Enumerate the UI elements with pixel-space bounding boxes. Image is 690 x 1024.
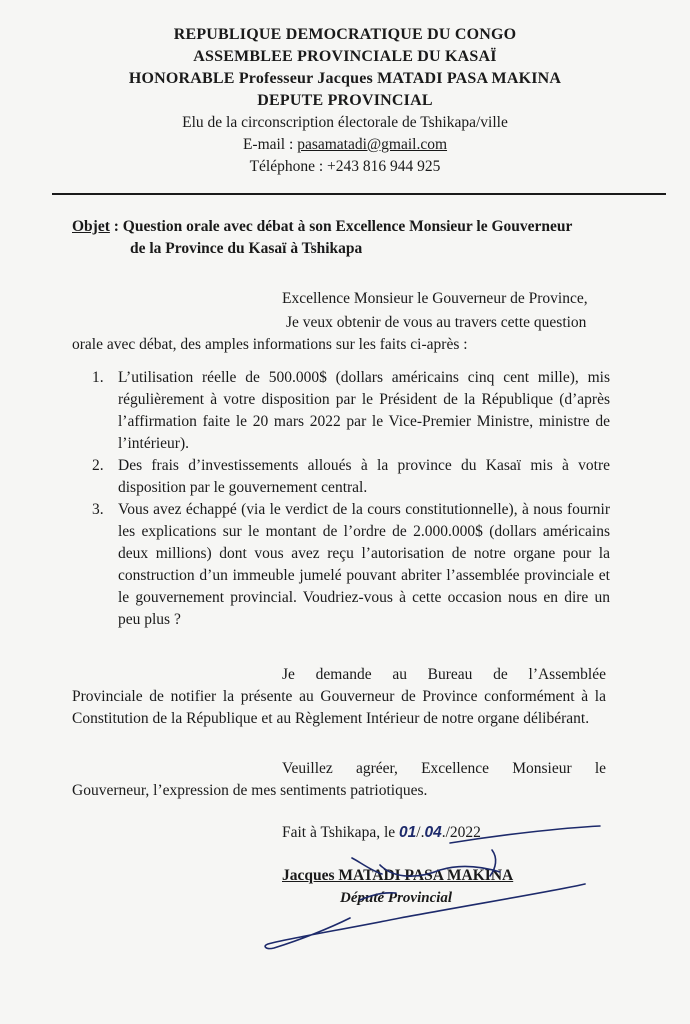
subject-line1: : Question orale avec débat à son Excellence Monsieur le Gouverneur [109,218,573,235]
country-line: REPUBLIQUE DEMOCRATIQUE DU CONGO [173,26,517,43]
closing-line2: Gouverneur, l’expression de mes sentiments patriotiques. [72,782,428,799]
item-text: Des frais d’investissements alloués à la province du Kasaï mis à votre disposition par le gouvernement central. [118,457,610,496]
deputy-line: DEPUTE PROVINCIAL [257,92,433,109]
item-number: 2. [92,457,104,474]
item-text: Vous avez échappé (via le verdict de la cours constitutionnelle), à nous fournir les explications sur le montant de l’ordre de 2.000.000$ (dollars américains deux millions) dont vous avez reçu l’autorisation de notre organe pour la construction d’un immeuble jumelé pouvant abriter l’assemblée provinciale et le gouvernement provincial. Voudriez-vous à cette occasion nous en dire un peu plus ? [118,501,610,628]
place-date: Fait à Tshikapa, le 01/.04./2022 [282,824,481,841]
item-number: 3. [92,501,104,518]
subject-label: Objet [72,218,110,235]
email-link[interactable]: pasamatadi@gmail.com [297,136,448,153]
closing-line1: Veuillez agréer, Excellence Monsieur le [282,760,606,777]
date-day: 01 [399,824,417,841]
date-prefix: Fait à Tshikapa, le [282,824,400,841]
intro-line1: Je veux obtenir de vous au travers cette question [286,314,587,331]
date-year: 2022 [449,824,481,841]
honorable-line: HONORABLE Professeur Jacques MATADI PASA MAKINA [128,70,562,87]
signatory-title: Député Provincial [340,890,453,906]
signatory-name: Jacques MATADI PASA MAKINA [282,867,514,884]
salutation: Excellence Monsieur le Gouverneur de Province, [282,290,588,307]
request-body: Provinciale de notifier la présente au Gouverneur de Province conformément à la Constitution de la République et au Règlement Intérieur de notre organe délibérant. [72,688,606,727]
intro-line2: orale avec débat, des amples informations sur les faits ci-après : [72,336,468,353]
phone-line: Téléphone : +243 816 944 925 [249,158,441,175]
item-text: L’utilisation réelle de 500.000$ (dollars américains cinq cent mille), mis régulièrement à votre disposition par le Président de la République (d’après l’affirmation faite le 20 mars 2022 par le Vice-Premier Ministre, ministre de l’intérieur). [118,369,610,452]
item-number: 1. [92,369,104,386]
constituency-line: Elu de la circonscription électorale de Tshikapa/ville [182,114,508,131]
assembly-line: ASSEMBLEE PROVINCIALE DU KASAÏ [193,48,497,65]
date-month: 04 [424,824,442,841]
request-line1: Je demande au Bureau de l’Assemblée [282,666,606,683]
subject-line2: de la Province du Kasaï à Tshikapa [130,240,363,257]
email-label: E-mail : [242,136,298,153]
